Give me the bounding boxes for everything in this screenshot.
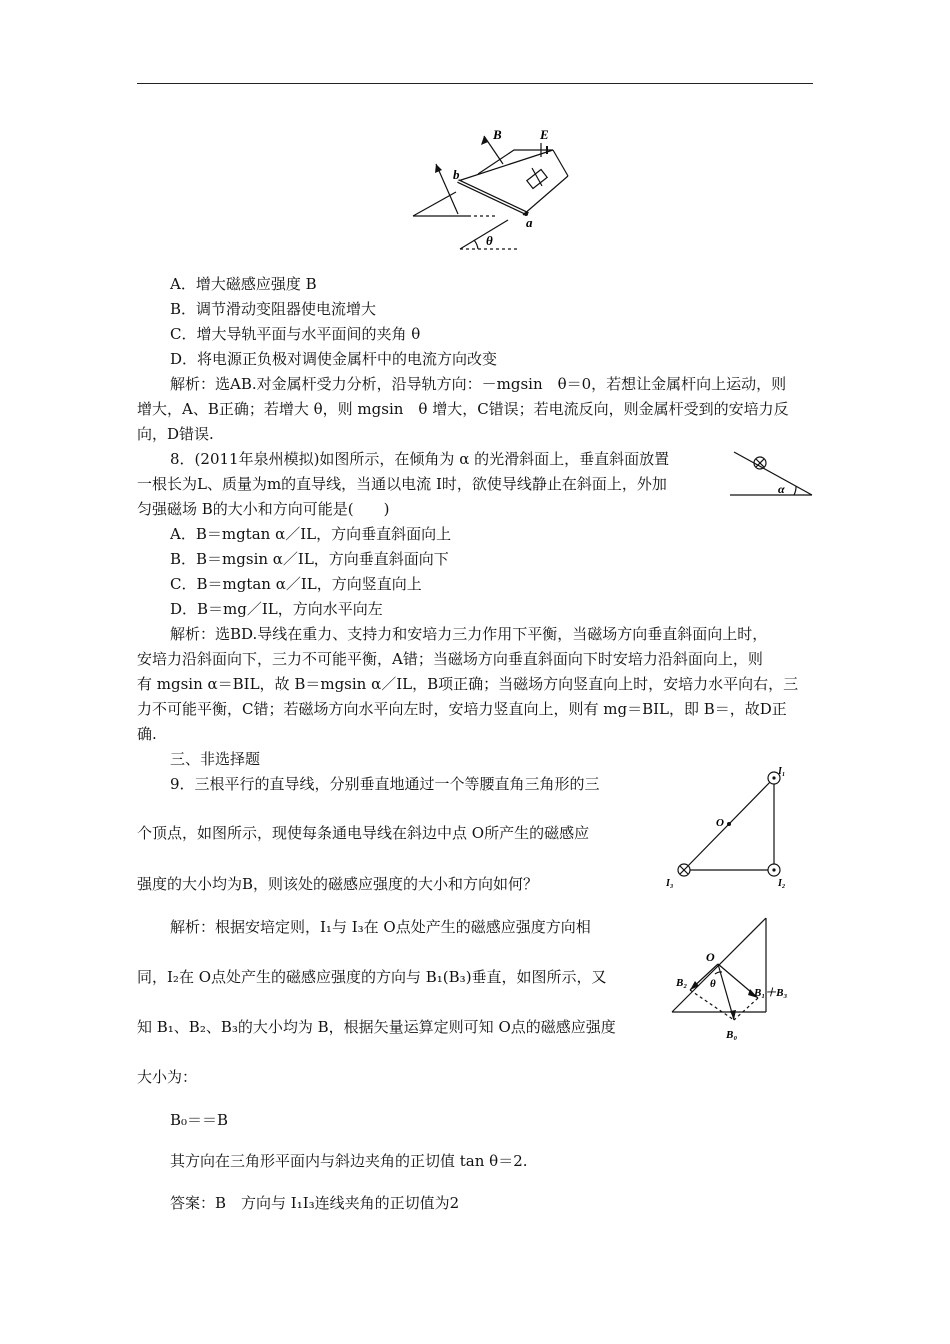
q9-analysis-line: 同，I₂在 O点处产生的磁感应强度的方向与 B₁(B₃)垂直，如图所示，又: [137, 968, 607, 986]
q7-analysis-line: 向，D错误.: [137, 425, 214, 443]
vector-figure: [666, 916, 800, 1044]
label-E: E: [540, 127, 549, 142]
label-B2: B₂: [676, 977, 688, 989]
q9-analysis-line: 知 B₁、B₂、B₃的大小均为 B，根据矢量运算定则可知 O点的磁感应强度: [137, 1018, 616, 1036]
section-heading: 三、非选择题: [170, 750, 261, 768]
q8-option-b: B．B＝mgsin α／IL，方向垂直斜面向下: [170, 550, 449, 568]
q7-option-d: D．将电源正负极对调使金属杆中的电流方向改变: [170, 350, 498, 368]
q9-formula: B₀＝＝B: [170, 1111, 229, 1129]
q8-stem-line: 一根长为L、质量为m的直导线，当通以电流 I时，欲使导线静止在斜面上，外加: [137, 475, 667, 493]
q7-analysis-line: 增大，A、B正确；若增大 θ，则 mgsin θ 增大，C错误；若电流反向，则金属杆受到的安培力反: [137, 400, 789, 418]
q7-option-b: B．调节滑动变阻器使电流增大: [170, 300, 377, 318]
q7-option-c: C．增大导轨平面与水平面间的夹角 θ: [170, 325, 421, 343]
q9-analysis-line: 解析：根据安培定则，I₁与 I₃在 O点处产生的磁感应强度方向相: [170, 918, 591, 936]
q8-analysis-line: 安培力沿斜面向下，三力不可能平衡，A错；当磁场方向垂直斜面向下时安培力沿斜面向上，则: [137, 650, 763, 668]
label-I2: I₂: [778, 878, 786, 889]
q8-option-a: A．B＝mgtan α／IL，方向垂直斜面向上: [170, 525, 452, 543]
q8-analysis-line: 解析：选BD.导线在重力、支持力和安培力三力作用下平衡，当磁场方向垂直斜面向上时，: [170, 625, 768, 643]
q8-option-d: D．B＝mg／IL，方向水平向左: [170, 600, 383, 618]
q8-option-c: C．B＝mgtan α／IL，方向竖直向上: [170, 575, 422, 593]
label-I1: I₁: [778, 766, 786, 777]
q9-stem-line: 强度的大小均为B，则该处的磁感应强度的大小和方向如何？: [137, 875, 539, 893]
label-O: O: [706, 950, 715, 964]
q9-answer: 答案：B 方向与 I₁I₃连线夹角的正切值为2: [170, 1194, 460, 1212]
label-theta: θ: [710, 978, 716, 990]
label-b: b: [453, 167, 460, 182]
triangle-figure: [660, 760, 800, 892]
q8-stem-line: 8．(2011年泉州模拟)如图所示，在倾角为 α 的光滑斜面上，垂直斜面放置: [170, 450, 670, 468]
label-a: a: [526, 215, 533, 230]
label-theta: θ: [486, 233, 493, 248]
header-rule: [137, 83, 813, 84]
q9-stem-line: 9．三根平行的直导线，分别垂直地通过一个等腰直角三角形的三: [170, 775, 600, 793]
q8-analysis-line: 力不可能平衡，C错；若磁场方向水平向左时，安培力竖直向上，则有 mg＝BIL，即 B＝，故D正: [137, 700, 787, 718]
label-B: B: [493, 127, 502, 142]
label-I3: I₃: [666, 878, 674, 889]
q9-analysis-line: 大小为：: [137, 1068, 198, 1086]
q8-analysis-line: 确.: [137, 725, 157, 743]
label-B0: B₀: [726, 1029, 738, 1041]
q9-direction: 其方向在三角形平面内与斜边夹角的正切值 tan θ＝2.: [170, 1152, 528, 1170]
rail-figure: [408, 124, 583, 256]
q8-analysis-line: 有 mgsin α＝BIL，故 B＝mgsin α／IL，B项正确；当磁场方向竖直向上时，安培力水平向右，三: [137, 675, 799, 693]
q7-option-a: A．增大磁感应强度 B: [170, 275, 317, 293]
q7-analysis-line: 解析：选AB.对金属杆受力分析，沿导轨方向：－mgsin θ＝0，若想让金属杆向上运动，则: [170, 375, 787, 393]
label-alpha: α: [778, 482, 785, 496]
q9-stem-line: 个顶点，如图所示，现使每条通电导线在斜边中点 O所产生的磁感应: [137, 824, 590, 842]
q8-stem-line: 匀强磁场 B的大小和方向可能是( ): [137, 500, 390, 518]
incline-figure: [726, 448, 816, 500]
label-O: O: [716, 817, 724, 829]
label-B1-B3: B₁＋B₃: [754, 987, 788, 999]
